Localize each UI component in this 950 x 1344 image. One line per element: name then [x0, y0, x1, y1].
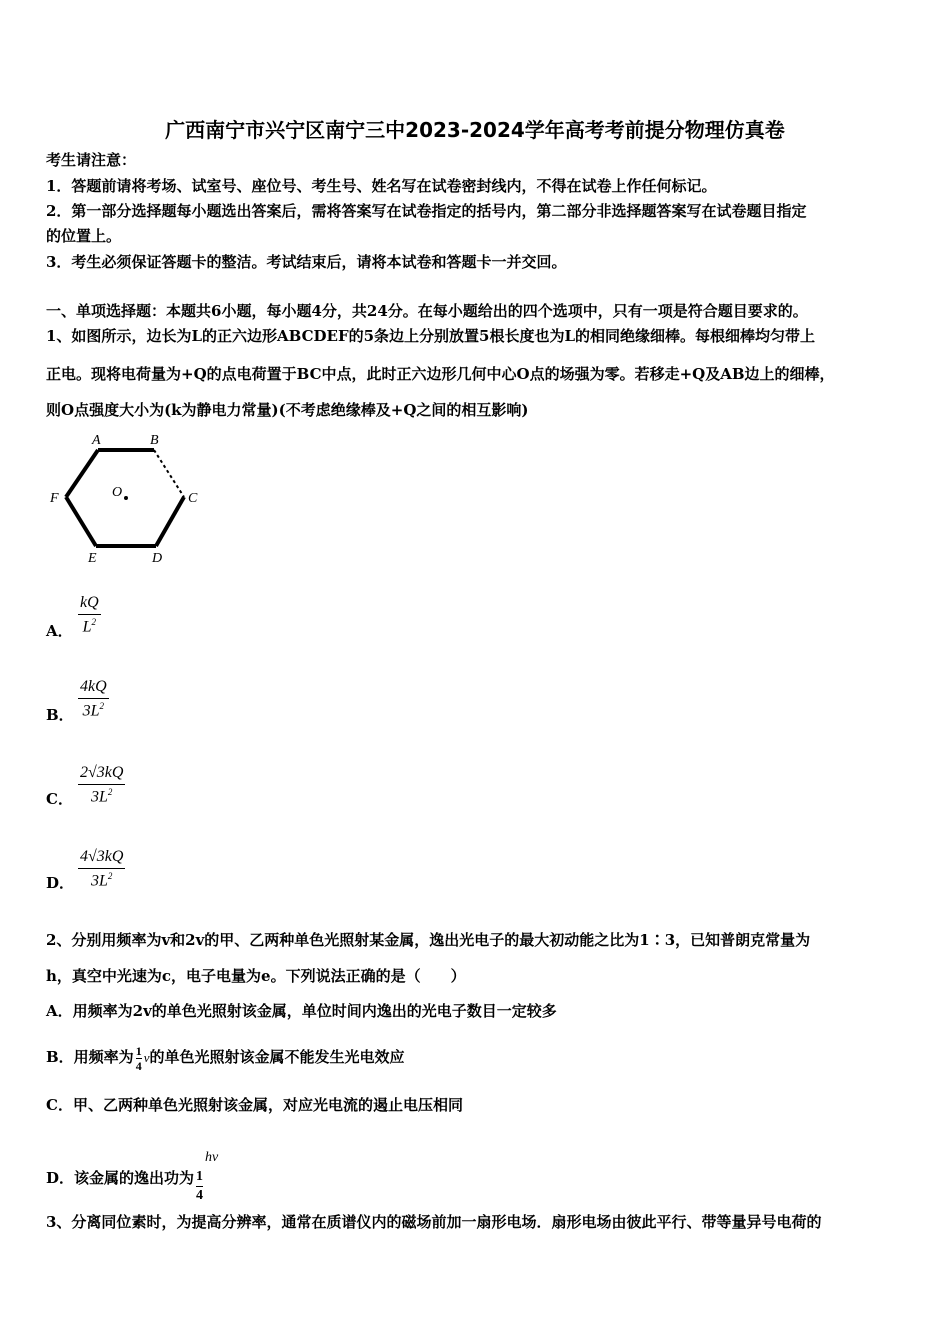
notice-item: 2．第一部分选择题每小题选出答案后，需将答案写在试卷指定的括号内，第二部分非选择题答案写在试卷题目指定: [46, 202, 807, 220]
vertex-label-a: A: [92, 433, 101, 448]
vertex-label-e: E: [88, 551, 97, 566]
q2-option-a: A．用频率为2v的单色光照射该金属，单位时间内逸出的光电子数目一定较多: [46, 1002, 557, 1020]
option-d-label: D．: [46, 874, 75, 892]
vertex-label-f: F: [50, 491, 59, 506]
option-a-label: A．: [46, 622, 73, 640]
notice-item: 1．答题前请将考场、试室号、座位号、考生号、姓名写在试卷密封线内，不得在试卷上作任何标记。: [46, 177, 717, 195]
option-b-formula: 4kQ $3L^2$: [80, 678, 107, 720]
center-label-o: O: [112, 485, 123, 500]
question-1-text: 正电。现将电荷量为+Q的点电荷置于BC中点，此时正六边形几何中心O点的场强为零。若移走+Q及AB边上的细棒，: [46, 365, 835, 383]
section-heading: 一、单项选择题：本题共6小题，每小题4分，共24分。在每小题给出的四个选项中，只有一项是符合题目要求的。: [46, 302, 808, 320]
vertex-label-d: D: [152, 551, 163, 566]
question-1-text: 则O点强度大小为(k为静电力常量)(不考虑绝缘棒及+Q之间的相互影响): [46, 401, 529, 419]
q2-option-b: B．用频率为 $\frac{1}{4}$ ν的单色光照射该金属不能发生光电效应: [46, 1043, 405, 1073]
option-c-formula: 2√3kQ $3L^2$: [80, 764, 124, 806]
question-2-text: h，真空中光速为c，电子电量为e。下列说法正确的是（ ）: [46, 967, 466, 985]
option-a-formula: kQ $L^2$: [80, 594, 99, 636]
notice-heading: 考生请注意：: [46, 151, 137, 169]
vertex-label-b: B: [150, 433, 159, 448]
question-3-text: 3、分离同位素时，为提高分辨率，通常在质谱仪内的磁场前加一扇形电场．扇形电场由彼此平行、带等量异号电荷的: [46, 1213, 822, 1231]
notice-item: 的位置上。: [46, 227, 122, 245]
option-b-label: B．: [46, 706, 74, 724]
page-title: 广西南宁市兴宁区南宁三中2023-2024学年高考考前提分物理仿真卷: [165, 118, 785, 142]
hexagon-figure: [44, 430, 224, 570]
vertex-label-c: C: [188, 491, 198, 506]
notice-item: 3．考生必须保证答题卡的整洁。考试结束后，请将本试卷和答题卡一并交回。: [46, 253, 567, 271]
option-d-formula: 4√3kQ $3L^2$: [80, 848, 124, 890]
question-1-text: 1、如图所示，边长为L的正六边形ABCDEF的5条边上分别放置5根长度也为L的相同绝缘细棒。每根细棒均匀带上: [46, 327, 816, 345]
q2-option-c: C．甲、乙两种单色光照射该金属，对应光电流的遏止电压相同: [46, 1096, 463, 1114]
fraction-one-quarter: $\frac{1}{4}$: [196, 1169, 204, 1203]
fraction-one-quarter: $\frac{1}{4}$: [135, 1043, 142, 1073]
q2-option-d: D．该金属的逸出功为 $\frac{1}{4}h\nu$: [46, 1150, 219, 1203]
option-c-label: C．: [46, 790, 73, 808]
question-2-text: 2、分别用频率为v和2v的甲、乙两种单色光照射某金属，逸出光电子的最大初动能之比为1∶3，已知普朗克常量为: [46, 931, 811, 949]
